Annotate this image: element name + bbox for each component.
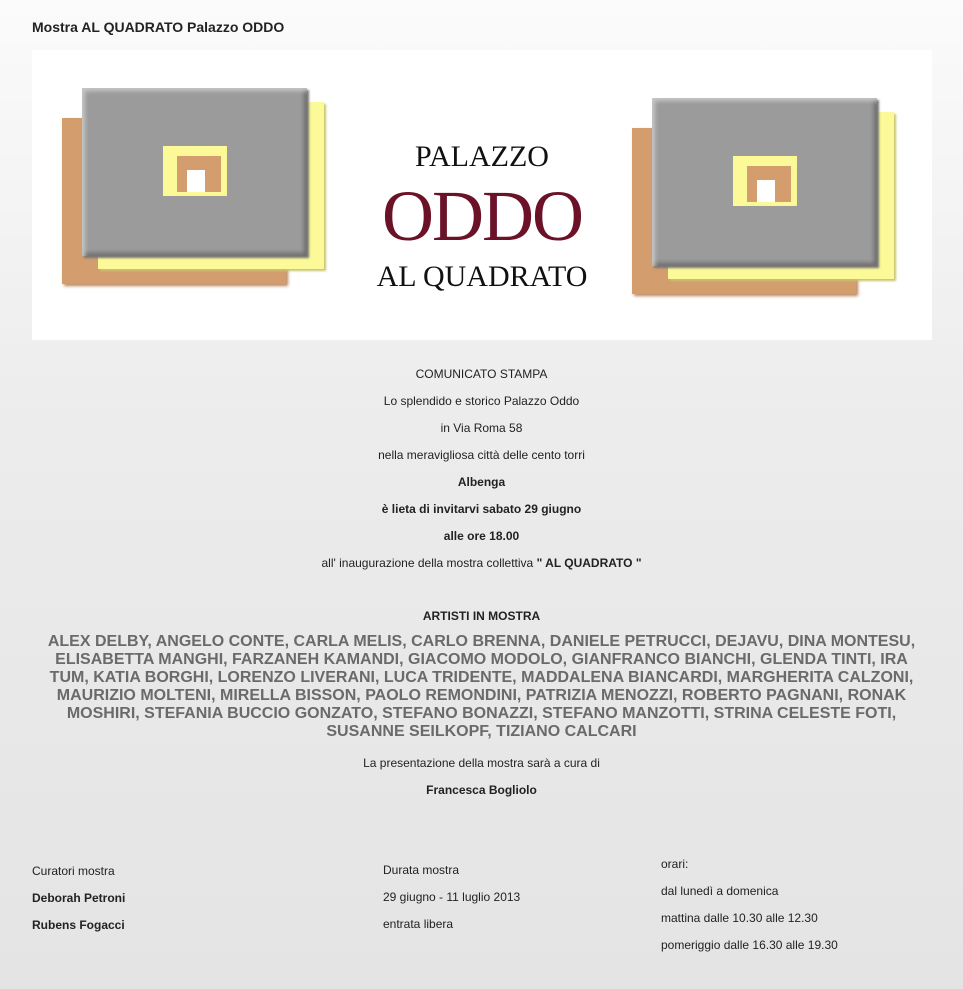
presentation-line: La presentazione della mostra sarà a cura di: [363, 756, 600, 770]
invitation-date: è lieta di invitarvi sabato 29 giugno: [381, 502, 582, 516]
duration-label: Durata mostra: [383, 863, 460, 877]
banner-image: [32, 50, 932, 340]
inauguration-line: [0, 556, 963, 570]
entry-info: entrata libera: [383, 917, 454, 931]
press-release-heading: COMUNICATO STAMPA: [415, 367, 548, 381]
city-name: Albenga: [457, 475, 506, 489]
curator-name-2: Rubens Fogacci: [32, 918, 125, 932]
exhibition-title: " AL QUADRATO ": [536, 556, 642, 570]
duration-dates: 29 giugno - 11 luglio 2013: [383, 890, 521, 904]
banner-oddo: ODDO: [382, 176, 582, 256]
curator-name-1: Deborah Petroni: [32, 891, 126, 905]
artists-heading: ARTISTI IN MOSTRA: [422, 609, 541, 623]
page-title: Mostra AL QUADRATO Palazzo ODDO: [32, 19, 285, 35]
hours-morning: mattina dalle 10.30 alle 12.30: [661, 911, 818, 925]
presenter-name: Francesca Bogliolo: [426, 783, 537, 797]
inauguration-prefix: all' inaugurazione della mostra collettiva: [321, 556, 534, 570]
square-logo-left: [62, 88, 332, 300]
hours-days: dal lunedì a domenica: [661, 884, 779, 898]
hours-afternoon: pomeriggio dalle 16.30 alle 19.30: [661, 938, 838, 952]
curators-label: Curatori mostra: [32, 864, 115, 878]
banner-al-quadrato: AL QUADRATO: [376, 260, 588, 293]
square-logo-right: [632, 98, 902, 310]
invitation-time: alle ore 18.00: [443, 529, 520, 543]
invitation-line-2: in Via Roma 58: [440, 421, 523, 435]
hours-label: orari:: [661, 857, 689, 871]
artists-list: ALEX DELBY, ANGELO CONTE, CARLA MELIS, CARLO BRENNA, DANIELE PETRUCCI, DEJAVU, DINA MONTESU, ELISABETTA MANGHI, FARZANEH KAMANDI, GIACOMO MODOLO, GIANFRANCO BIANCHI, GLENDA TINTI, IRA TUM, KATIA BORGHI, LORENZO LIVERANI, LUCA TRIDENTE, MADDALENA BIANCARDI, MARGHERITA CALZONI, MAURIZIO MOLTENI, MIRELLA BISSON, PAOLO REMONDINI, PATRIZIA MENOZZI, ROBERTO PAGNANI, RONAK MOSHIRI, STEFANIA BUCCIO GONZATO, STEFANO BONAZZI, STEFANO MANZOTTI, STRINA CELESTE FOTI, SUSANNE SEILKOPF, TIZIANO CALCARI: [47, 633, 916, 740]
banner-palazzo: PALAZZO: [415, 140, 549, 173]
invitation-line-3: nella meravigliosa città delle cento torri: [378, 448, 585, 462]
invitation-line-1: Lo splendido e storico Palazzo Oddo: [383, 394, 580, 408]
